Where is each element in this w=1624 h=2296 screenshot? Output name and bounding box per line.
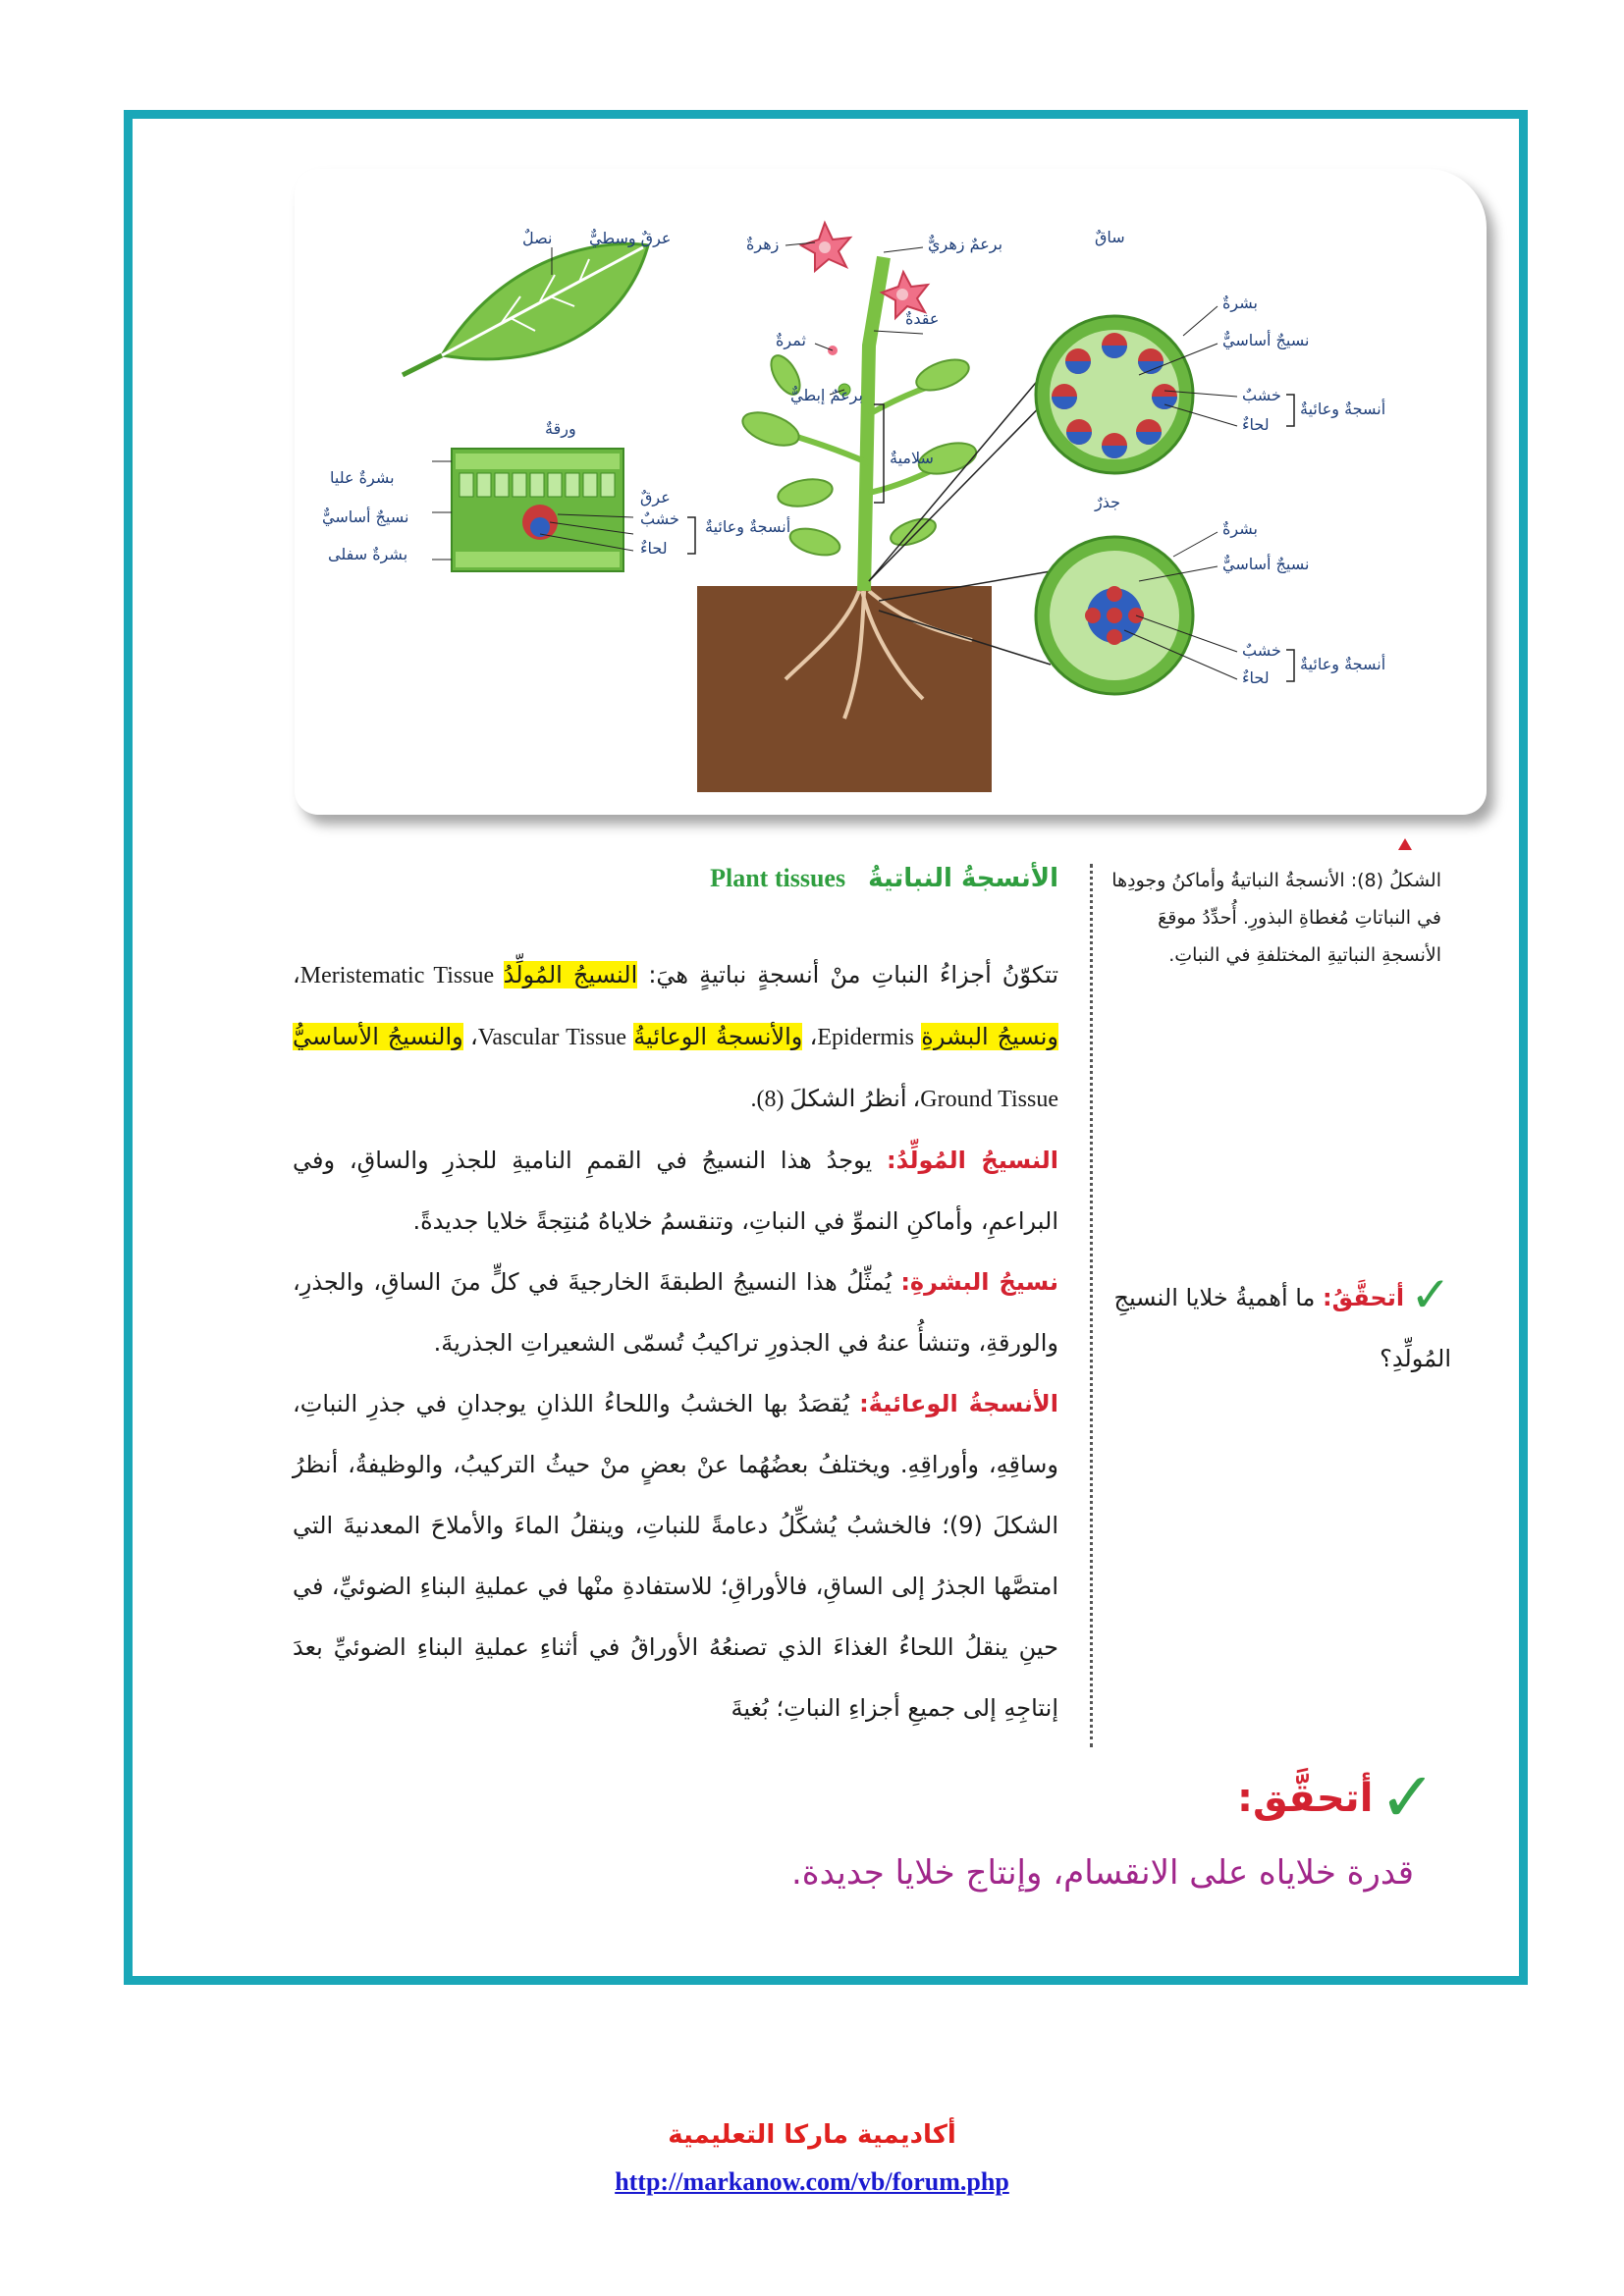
epidermis-text: يُمثِّلُ هذا النسيجُ الطبقةَ الخارجيةَ في كلٍّ منَ الساقِ، والجذرِ، والورقةِ، وتنشأُ عنهُ في الجذورِ تراكيبُ تُسمّى الشعيراتِ الجذريةَ. (293, 1268, 1058, 1357)
plant-tissues-diagram (295, 169, 1487, 815)
answer-checkmark-icon: ✓ (1379, 1757, 1437, 1838)
vascular-term: الأنسجةُ الوعائيةُ: (859, 1390, 1058, 1417)
vascular-text: يُقصَدُ بها الخشبُ واللحاءُ اللذانِ يوجدانِ في جذرِ النباتِ، وساقِهِ، وأوراقِهِ. ويختلفُ بعضُهُما عنْ بعضٍ منْ حيثُ التركيبُ، والوظيفةُ، أنظرُ الشكلَ (9)؛ فالخشبُ يُشكِّلُ دعامةً للنباتِ، وينقلُ الماءَ والأملاحَ المعدنيةَ التي امتصَّها الجذرُ إلى الساقِ، فالأوراقِ؛ للاستفادةِ منْها في عمليةِ البناءِ الضوئيِّ، في حينِ ينقلُ اللحاءُ الغذاءَ الذي تصنعُهُ الأوراقُ في أثناءِ عمليةِ البناءِ الضوئيِّ بعدَ إنتاجِهِ إلى جميعِ أجزاءِ النباتِ؛ بُغيةَ (293, 1390, 1059, 1722)
leaf-phloem-label: لحاءٌ (640, 539, 668, 558)
epidermis-paragraph (293, 1252, 1058, 1373)
footer-link[interactable]: http://markanow.com/vb/forum.php (615, 2167, 1009, 2196)
leaf-vascular-label: أنسجةٌ وعائيةٌ (705, 517, 791, 536)
main-text (293, 944, 1058, 1738)
axillary-bud-label: برعمٌ إبطيٌّ (790, 386, 863, 404)
lower-epidermis-label: بشرةٌ سفلى (328, 545, 408, 563)
stem-epidermis-label: بشرةٌ (1222, 294, 1258, 312)
term-meristematic: النسيجُ المُولِّدُ (503, 961, 638, 988)
intro-text: تتكوّنُ أجزاءُ النباتِ منْ أنسجةٍ نباتيةٍ هيَ: (637, 961, 1058, 988)
node-label: عقدةٌ (905, 309, 940, 328)
checkmark-icon: ✓ (1410, 1266, 1451, 1323)
root-phloem-label: لحاءٌ (1242, 668, 1270, 687)
stem-section-illustration (1036, 228, 1385, 473)
flower-label: زهرةٌ (746, 235, 780, 253)
leaf-ground-tissue-label: نسيجٌ أساسيٌّ (322, 507, 409, 526)
root-ground-tissue-label: نسيجٌ أساسيٌّ (1222, 555, 1310, 573)
stem-xylem-label: خشبٌ (1242, 386, 1281, 404)
term-ground: والنسيجُ الأساسيُّ (293, 1023, 463, 1050)
flower-bud-label: برعمٌ زهريٌّ (928, 235, 1003, 253)
stem-ground-tissue-label: نسيجٌ أساسيٌّ (1222, 331, 1310, 349)
section-title-en: Plant tissues (710, 864, 846, 892)
leaf-vein-label: عرقٌ وسطيٌّ (589, 229, 672, 247)
vascular-paragraph (293, 1373, 1058, 1738)
term-ground-en: Ground Tissue، أنظرُ الشكلَ (8). (750, 1087, 1058, 1112)
upper-epidermis-label: بشرةٌ عليا (330, 468, 395, 487)
root-section-illustration (1036, 493, 1385, 694)
leaf-xylem-label: خشبٌ (640, 509, 679, 528)
section-title-ar: الأنسجةُ النباتيةُ (868, 864, 1058, 893)
section-title (710, 864, 1058, 893)
figure-caption: الشكلُ (8): الأنسجةُ النباتيةُ وأماكنُ وجودِها في النباتاتِ مُغطاةِ البذورِ. أُحدِّدُ موقعَ الأنسجةِ النباتيةِ المختلفةِ في النباتِ. (1111, 870, 1441, 966)
footer-academy-name: أكاديمية ماركا التعليمية (668, 2120, 956, 2150)
intro-paragraph (293, 944, 1058, 1130)
term-vascular: والأنسجةُ الوعائيةُ (633, 1023, 803, 1050)
root-epidermis-label: بشرةٌ (1222, 519, 1258, 538)
plant-illustration (697, 223, 1114, 792)
root-vascular-label: أنسجةٌ وعائيةٌ (1300, 655, 1386, 673)
root-title: جذرٌ (1095, 493, 1121, 511)
term-meristematic-en: Meristematic Tissue، (293, 963, 504, 988)
term-epidermis: ونسيجُ البشرةِ (921, 1023, 1059, 1050)
answer-heading (1237, 1757, 1436, 1838)
fruit-label: ثمرةٌ (776, 331, 806, 349)
caption-arrow-icon (1398, 838, 1412, 850)
leaf-blade-label: نصلٌ (522, 229, 553, 247)
stem-title: ساقٌ (1095, 228, 1125, 246)
leaf-section-title: ورقةٌ (545, 419, 576, 438)
root-xylem-label: خشبٌ (1242, 641, 1281, 660)
meristem-term: النسيجُ المُولِّدُ: (887, 1147, 1058, 1174)
column-divider (1090, 864, 1093, 1747)
stem-phloem-label: لحاءٌ (1242, 415, 1270, 434)
answer-text: قدرة خلاياه على الانقسام، وإنتاج خلايا جديدة. (790, 1853, 1414, 1893)
term-vascular-en: Vascular Tissue، (462, 1025, 634, 1050)
epidermis-term: نسيجُ البشرةِ: (900, 1268, 1058, 1296)
meristem-paragraph (293, 1130, 1058, 1252)
internode-label: سلاميةٌ (890, 449, 934, 467)
leaf-vein-section-label: عرقٌ (640, 488, 671, 507)
check-question-text: ما أهميةُ خلايا النسيجِ المُولِّدِ؟ (1113, 1284, 1451, 1372)
meristem-text: يوجدُ هذا النسيجُ في القممِ الناميةِ للجذرِ والساقِ، وفي البراعمِ، وأماكنِ النموِّ في النباتِ، وتنقسمُ خلاياهُ مُنتِجةً خلايا جديدةً. (293, 1147, 1058, 1235)
check-question (1108, 1264, 1451, 1389)
figure-panel (295, 169, 1487, 815)
leaf-section-illustration (322, 419, 790, 571)
stem-vascular-label: أنسجةٌ وعائيةٌ (1300, 400, 1386, 418)
answer-label: أتحقَّق: (1237, 1776, 1374, 1821)
leaf-illustration (403, 229, 671, 375)
term-epidermis-en: Epidermis، (802, 1025, 922, 1050)
check-label: أتحقَّقُ: (1323, 1284, 1405, 1311)
